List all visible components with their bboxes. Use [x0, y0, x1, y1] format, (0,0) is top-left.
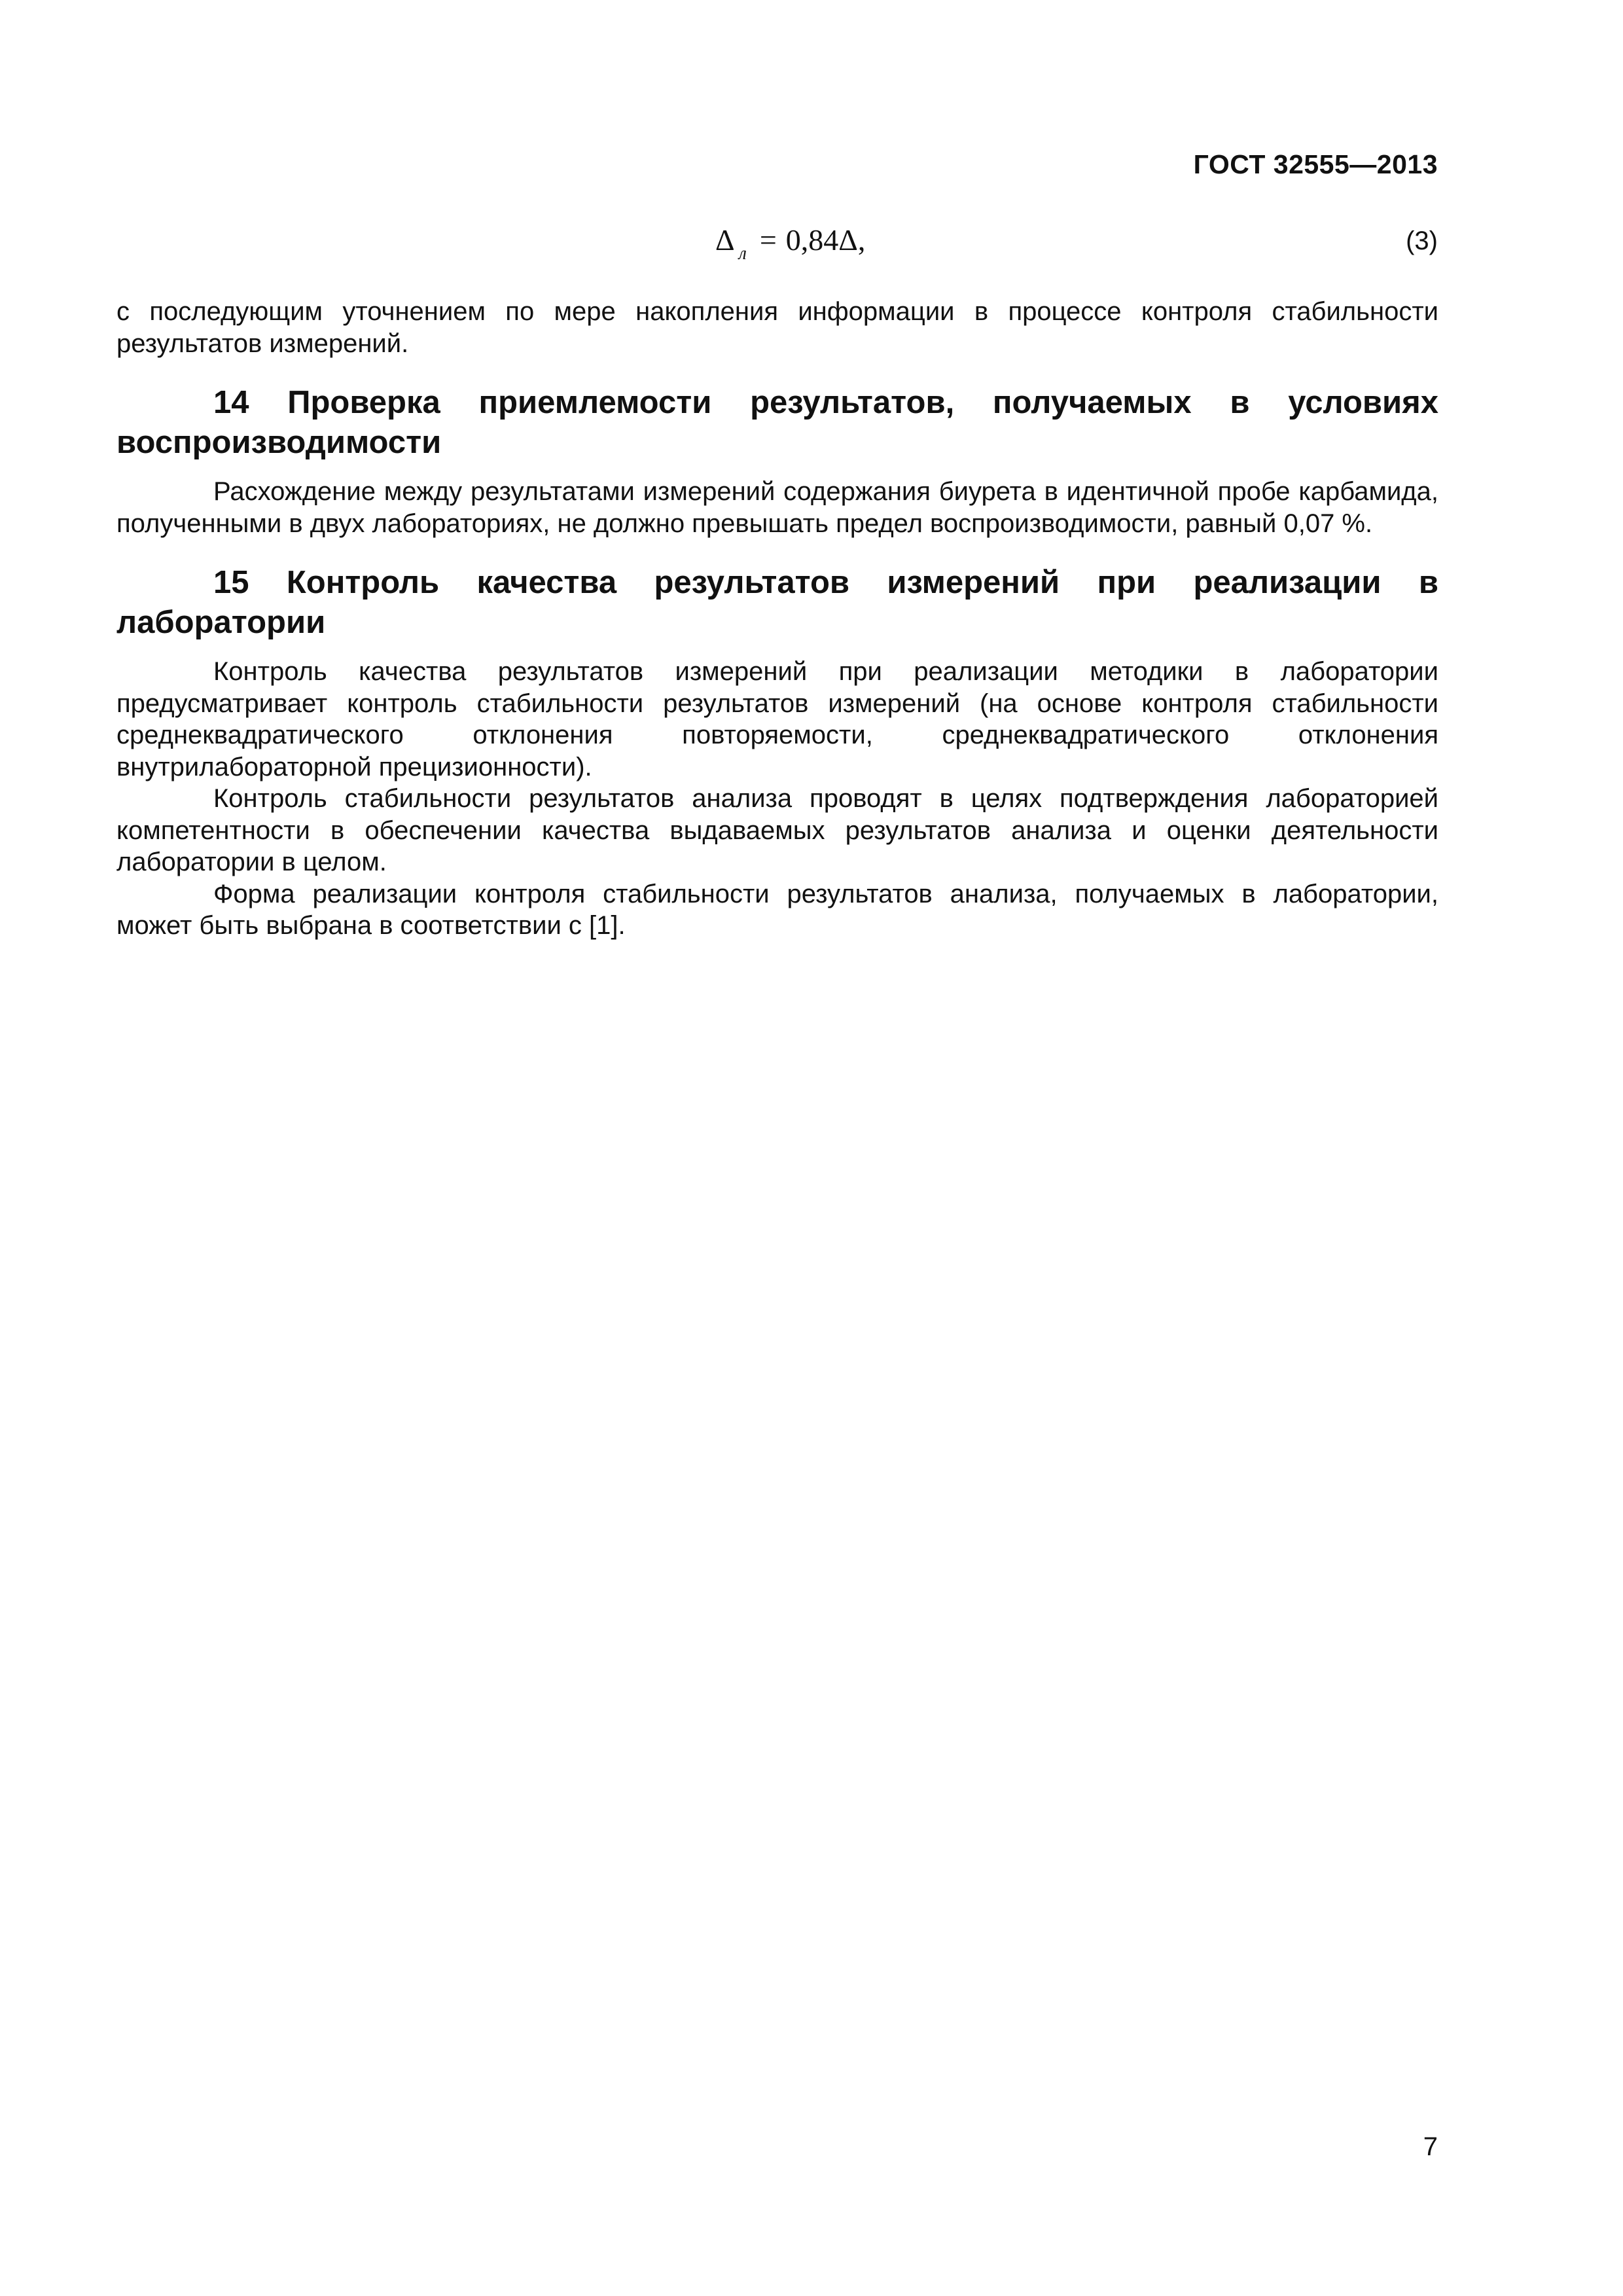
formula-row: [116, 223, 1438, 262]
page-number: 7: [1423, 2132, 1438, 2161]
formula-delta: Δ: [715, 223, 735, 257]
section-15-paragraph-3: Форма реализации контроля стабильности результатов анализа, получаемых в лаборатории, может быть выбрана в соответствии с [1].: [116, 879, 1438, 940]
formula-equals: =: [759, 223, 777, 257]
intro-paragraph: с последующим уточнением по мере накопления информации в процессе контроля стабильности результатов измерений.: [116, 297, 1438, 358]
page-content: [116, 296, 1438, 942]
formula-rhs: 0,84Δ,: [785, 223, 866, 257]
formula-number: (3): [1406, 226, 1438, 255]
section-14-heading: 14 Проверка приемлемости результатов, получаемых в условиях воспроизводимости: [116, 385, 1438, 460]
formula-subscript: л: [738, 243, 747, 264]
formula-3: [715, 223, 866, 264]
section-15-paragraph-2: Контроль стабильности результатов анализа проводят в целях подтверждения лабораторией компетентности в обеспечении качества выдаваемых результатов анализа и оценки деятельности лаборатории в целом.: [116, 784, 1438, 876]
standard-id-header: ГОСТ 32555—2013: [1193, 149, 1438, 179]
section-15-heading: 15 Контроль качества результатов измерений при реализации в лаборатории: [116, 565, 1438, 640]
section-14-paragraph: Расхождение между результатами измерений содержания биурета в идентичной пробе карбамида, полученными в двух лабораториях, не должно превышать предел воспроизводимости, равный 0,07 %.: [116, 477, 1438, 538]
section-15-paragraph-1: Контроль качества результатов измерений при реализации методики в лаборатории предусматривает контроль стабильности результатов измерений (на основе контроля стабильности среднеквадратического отклонения повторяемости, среднеквадратического отклонения внутрилабораторной прецизионности).: [116, 657, 1438, 781]
